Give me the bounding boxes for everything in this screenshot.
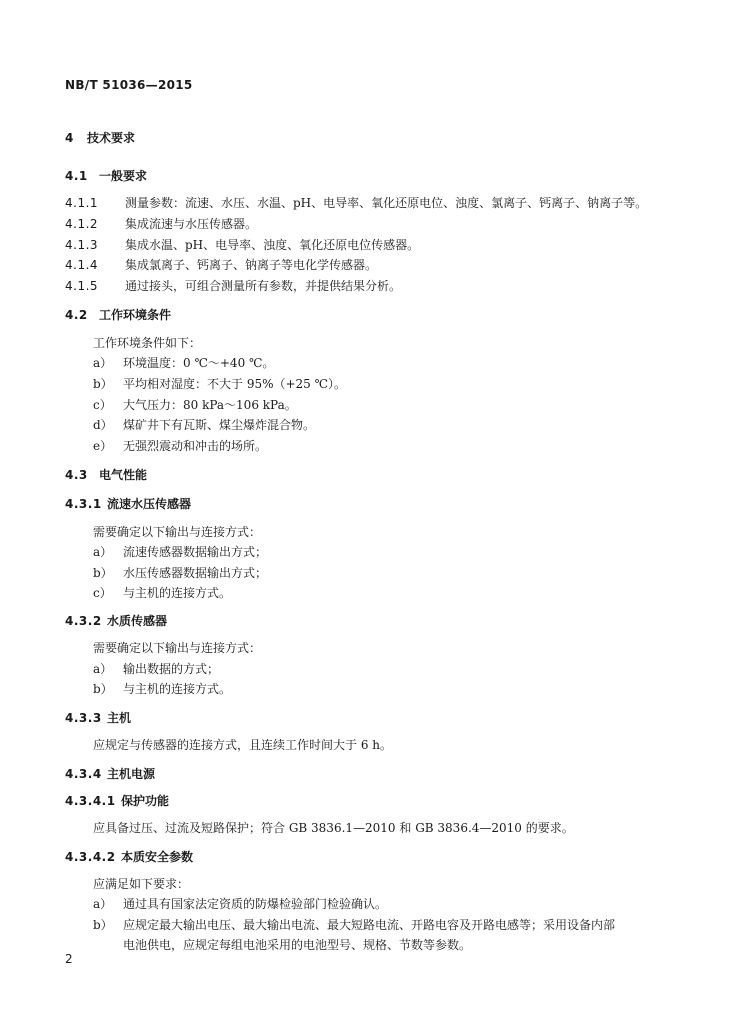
list-item [93,355,274,371]
list-marker: e） [93,439,113,453]
section-title: 水质传感器 [107,614,168,628]
list-marker: b） [93,377,113,391]
section-title: 电气性能 [99,468,148,482]
clause-text: 集成流速与水压传感器。 [125,217,258,231]
section-4-3-2-heading [65,613,167,629]
list-item [93,417,315,433]
clause-text: 通过接头，可组合测量所有参数，并提供结果分析。 [125,279,402,293]
section-4-3-heading [65,467,147,483]
list-text: 无强烈震动和冲击的场所。 [123,439,268,453]
list-marker: b） [93,682,113,696]
section-title: 主机电源 [107,767,156,781]
list-item [93,896,387,912]
paragraph-intro: 需要确定以下输出与连接方式： [93,525,262,539]
clause-text: 集成水温、pH、电导率、浊度、氧化还原电位传感器。 [125,238,420,252]
clause-4-1-4 [65,257,377,273]
section-4-3-3-heading [65,710,131,726]
list-text: 煤矿井下有瓦斯、煤尘爆炸混合物。 [123,418,316,432]
section-number: 4.3.4.2 [65,850,116,864]
list-item [93,681,231,697]
paragraph-intro: 应满足如下要求： [93,877,190,891]
clause-number: 4.1.1 [65,196,99,210]
section-4-3-4-2-heading [65,849,193,865]
list-marker: a） [93,545,113,559]
list-marker: c） [93,586,112,600]
section-title: 保护功能 [121,794,170,808]
paragraph-intro: 需要确定以下输出与连接方式： [93,641,262,655]
list-text: 大气压力：80 kPa～106 kPa。 [123,398,297,412]
section-number: 4.3.4.1 [65,794,116,808]
list-text: 水压传感器数据输出方式； [123,566,268,580]
clause-4-1-2 [65,216,257,232]
list-marker: b） [93,566,113,580]
section-4-3-4-1-heading [65,793,169,809]
section-title: 工作环境条件 [99,308,172,322]
clause-number: 4.1.2 [65,217,99,231]
section-number: 4 [65,131,74,145]
section-title: 主机 [107,711,132,725]
page-number: 2 [65,952,74,966]
clause-text: 集成氯离子、钙离子、钠离子等电化学传感器。 [125,258,378,272]
list-text: 流速传感器数据输出方式； [123,545,268,559]
list-item-continuation: 电池供电，应规定每组电池采用的电池型号、规格、节数等参数。 [123,938,472,952]
section-title: 本质安全参数 [121,850,194,864]
section-title: 一般要求 [99,169,148,183]
section-number: 4.3.1 [65,497,102,511]
clause-number: 4.1.5 [65,279,99,293]
list-item [93,376,346,392]
standard-code: NB/T 51036—2015 [65,78,193,92]
list-text: 通过具有国家法定资质的防爆检验部门检验确认。 [123,897,388,911]
section-number: 4.2 [65,308,88,322]
list-item [93,438,267,454]
list-marker: c） [93,398,112,412]
section-4-3-4-heading [65,766,155,782]
list-marker: a） [93,897,113,911]
section-4-2-heading [65,307,171,323]
list-marker: a） [93,662,113,676]
section-4-3-1-heading [65,496,191,512]
list-marker: a） [93,356,113,370]
list-text: 与主机的连接方式。 [123,586,232,600]
list-item [93,565,267,581]
clause-text: 测量参数：流速、水压、水温、pH、电导率、氧化还原电位、浊度、氯离子、钙离子、钠离子等。 [125,196,648,210]
section-4-heading [65,130,135,146]
list-item [93,917,615,933]
section-number: 4.3.4 [65,767,102,781]
paragraph-text: 应具备过压、过流及短路保护；符合 GB 3836.1—2010 和 GB 3836.4—2010 的要求。 [93,821,574,835]
section-number: 4.3 [65,468,88,482]
section-number: 4.3.2 [65,614,102,628]
list-item [93,544,267,560]
section-number: 4.1 [65,169,88,183]
paragraph-text: 应规定与传感器的连接方式，且连续工作时间大于 6 h。 [93,738,392,752]
clause-number: 4.1.3 [65,238,99,252]
list-text: 与主机的连接方式。 [123,682,232,696]
section-4-1-heading [65,168,147,184]
list-text: 应规定最大输出电压、最大输出电流、最大短路电流、开路电容及开路电感等；采用设备内部 [123,918,616,932]
list-item [93,397,297,413]
section-title: 技术要求 [87,131,136,145]
list-text: 平均相对湿度：不大于 95%（+25 ℃）。 [123,377,347,391]
paragraph-intro: 工作环境条件如下： [93,336,202,350]
list-marker: b） [93,918,113,932]
clause-number: 4.1.4 [65,258,99,272]
section-number: 4.3.3 [65,711,102,725]
clause-4-1-5 [65,278,401,294]
list-item [93,585,231,601]
section-title: 流速水压传感器 [107,497,192,511]
list-text: 环境温度：0 ℃～+40 ℃。 [123,356,275,370]
clause-4-1-1 [65,195,647,211]
list-item [93,661,219,677]
clause-4-1-3 [65,237,419,253]
list-marker: d） [93,418,113,432]
list-text: 输出数据的方式； [123,662,220,676]
